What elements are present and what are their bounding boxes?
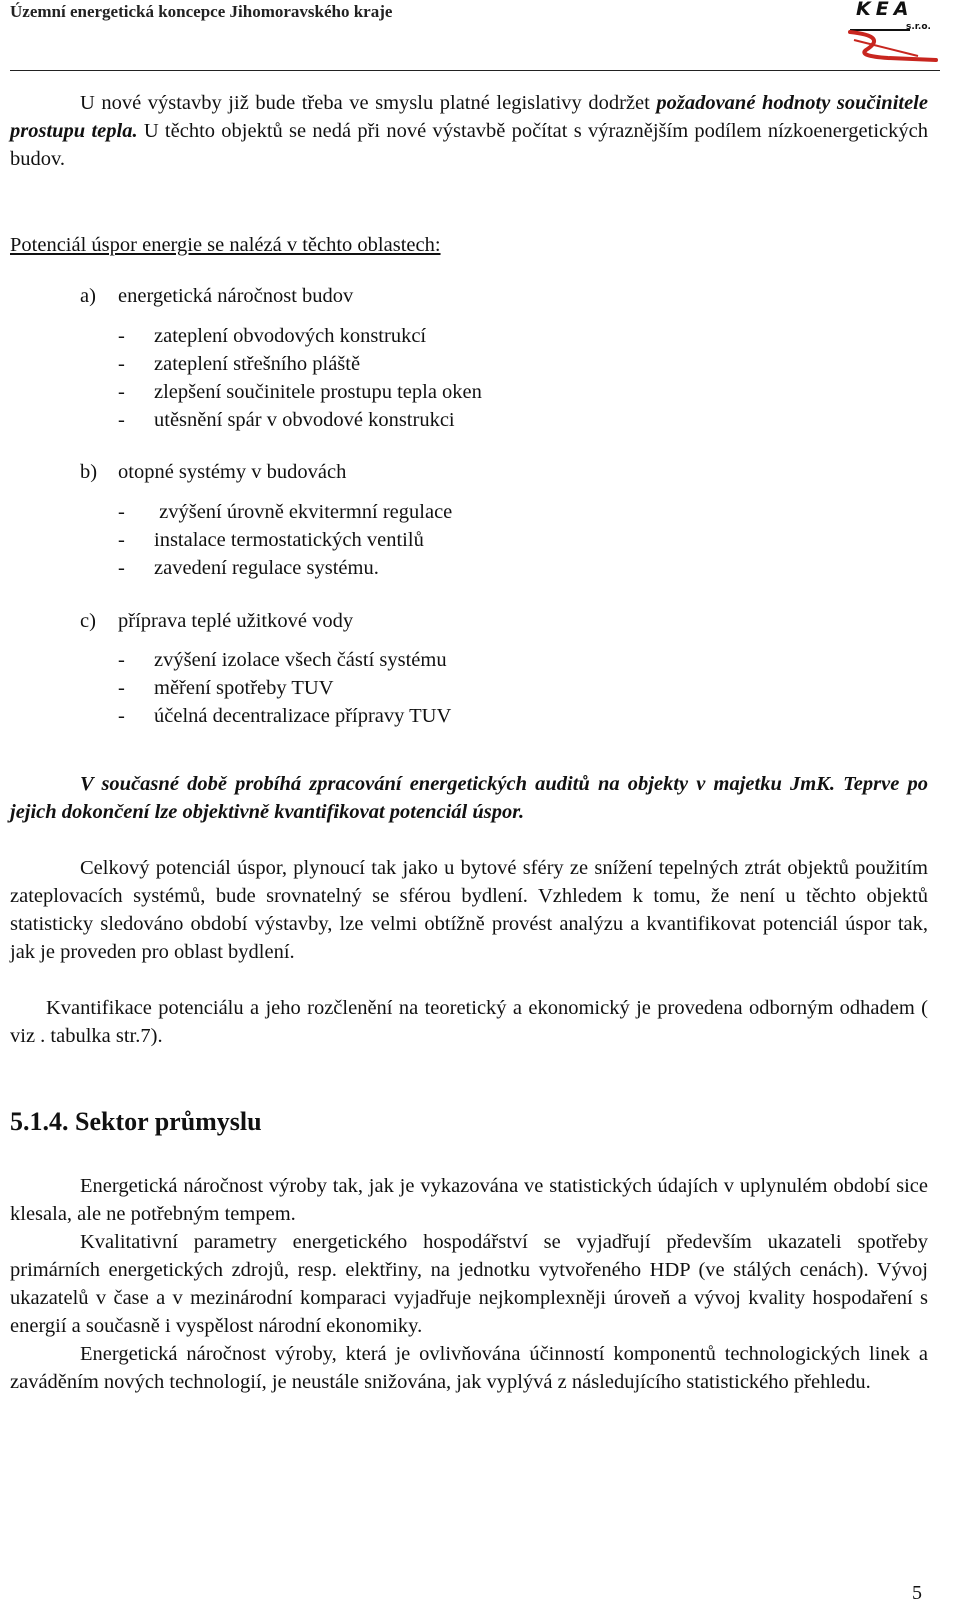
page-number: 5	[912, 1582, 922, 1604]
list-item: - zavedení regulace systému.	[118, 557, 379, 579]
list-item-text: zateplení střešního pláště	[154, 353, 361, 375]
list-item-text: měření spotřeby TUV	[154, 677, 334, 699]
potential-heading: Potenciál úspor energie se nalézá v těchto oblastech:	[10, 234, 441, 256]
list-item: - účelná decentralizace přípravy TUV	[118, 705, 452, 727]
list-a-letter: a)	[80, 285, 96, 307]
header-divider	[10, 70, 940, 71]
audit-note: V současné době probíhá zpracování energetických auditů na objekty v majetku JmK. Teprve po jejich dokončení lze objektivně kvantifikovat potenciál úspor.	[10, 773, 928, 823]
document-title: Územní energetická koncepce Jihomoravského kraje	[10, 2, 393, 21]
list-item: - zlepšení součinitele prostupu tepla oken	[118, 381, 482, 403]
list-item-text: účelná decentralizace přípravy TUV	[154, 705, 452, 727]
list-item-text: zvýšení úrovně ekvitermní regulace	[154, 501, 453, 523]
paragraph-quantification: Kvantifikace potenciálu a jeho rozčlenění na teoretický a ekonomický je provedena odborným odhadem ( viz . tabulka str.7).	[10, 997, 928, 1047]
paragraph-total-potential: Celkový potenciál úspor, plynoucí tak jako u bytové sféry ze snížení tepelných ztrát objektů použitím zateplovacích systémů, bude srovnatelný se sférou bydlení. Vzhledem k tomu, že není u těchto objektů statisticky sledováno období výstavby, lze velmi obtížně provést analýzu a kvantifikovat potenciál úspor tak, jak je proveden pro oblast bydlení.	[10, 857, 928, 963]
list-item: - zateplení obvodových konstrukcí	[118, 325, 427, 347]
industry-paragraph-2: Kvalitativní parametry energetického hospodářství se vyjadřují především ukazateli spotřeby primárních energetických zdrojů, resp. elektřiny, na jednotku vytvořeného HDP (ve stálých cenách). Vývoj ukazatelů v čase a v mezinárodní komparaci vyjadřuje nejkomplexněji úroveň a vývoj kvality hospodaření s energií a současně i vyspělost národní ekonomiky.	[10, 1231, 928, 1337]
list-item: - zvýšení izolace všech částí systému	[118, 649, 447, 671]
list-a-title: energetická náročnost budov	[118, 285, 354, 307]
intro-text-1: U nové výstavby již bude třeba ve smyslu platné legislativy dodržet	[80, 92, 657, 114]
list-c-heading	[80, 607, 353, 635]
intro-text-2: U těchto objektů se nedá při nové výstavbě počítat s výraznějším podílem nízkoenergetických budov.	[10, 120, 928, 170]
list-item-text: utěsnění spár v obvodové konstrukci	[154, 409, 455, 431]
industry-paragraph-3: Energetická náročnost výroby, která je ovlivňována účinností komponentů technologických linek a zaváděním nových technologií, je neustále snižována, jak vyplývá z následujícího statistického přehledu.	[10, 1343, 928, 1393]
list-c-letter: c)	[80, 610, 96, 632]
list-item: - utěsnění spár v obvodové konstrukci	[118, 409, 455, 431]
list-c-title: příprava teplé užitkové vody	[118, 610, 354, 632]
list-b-title: otopné systémy v budovách	[118, 461, 347, 483]
list-a-heading	[80, 282, 353, 310]
industry-paragraph-1: Energetická náročnost výroby tak, jak je vykazována ve statistických údajích v uplynulém období sice klesala, ale ne potřebným tempem.	[10, 1175, 928, 1225]
list-item: - zateplení střešního pláště	[118, 353, 361, 375]
section-number: 5.1.4.	[10, 1107, 69, 1136]
list-b-letter: b)	[80, 461, 98, 483]
list-item-text: zlepšení součinitele prostupu tepla oken	[154, 381, 482, 403]
section-title: Sektor průmyslu	[75, 1107, 262, 1136]
intro-paragraph	[10, 89, 928, 173]
page-header	[10, 0, 940, 72]
list-item: - instalace termostatických ventilů	[118, 529, 424, 551]
logo-subtext: s.r.o.	[906, 22, 931, 32]
list-item: - zvýšení úrovně ekvitermní regulace	[118, 501, 453, 523]
list-item-text: zateplení obvodových konstrukcí	[154, 325, 427, 347]
list-item-text: zavedení regulace systému.	[154, 557, 379, 579]
list-item-text: zvýšení izolace všech částí systému	[154, 649, 447, 671]
logo-text: KEA	[856, 0, 914, 20]
section-heading	[10, 1106, 262, 1138]
list-item: - měření spotřeby TUV	[118, 677, 334, 699]
list-b-heading	[80, 458, 346, 486]
kea-logo	[848, 0, 940, 66]
list-item-text: instalace termostatických ventilů	[154, 529, 424, 551]
intro-emphasis: požadované hodnoty součinitele prostupu tepla.	[10, 92, 928, 142]
